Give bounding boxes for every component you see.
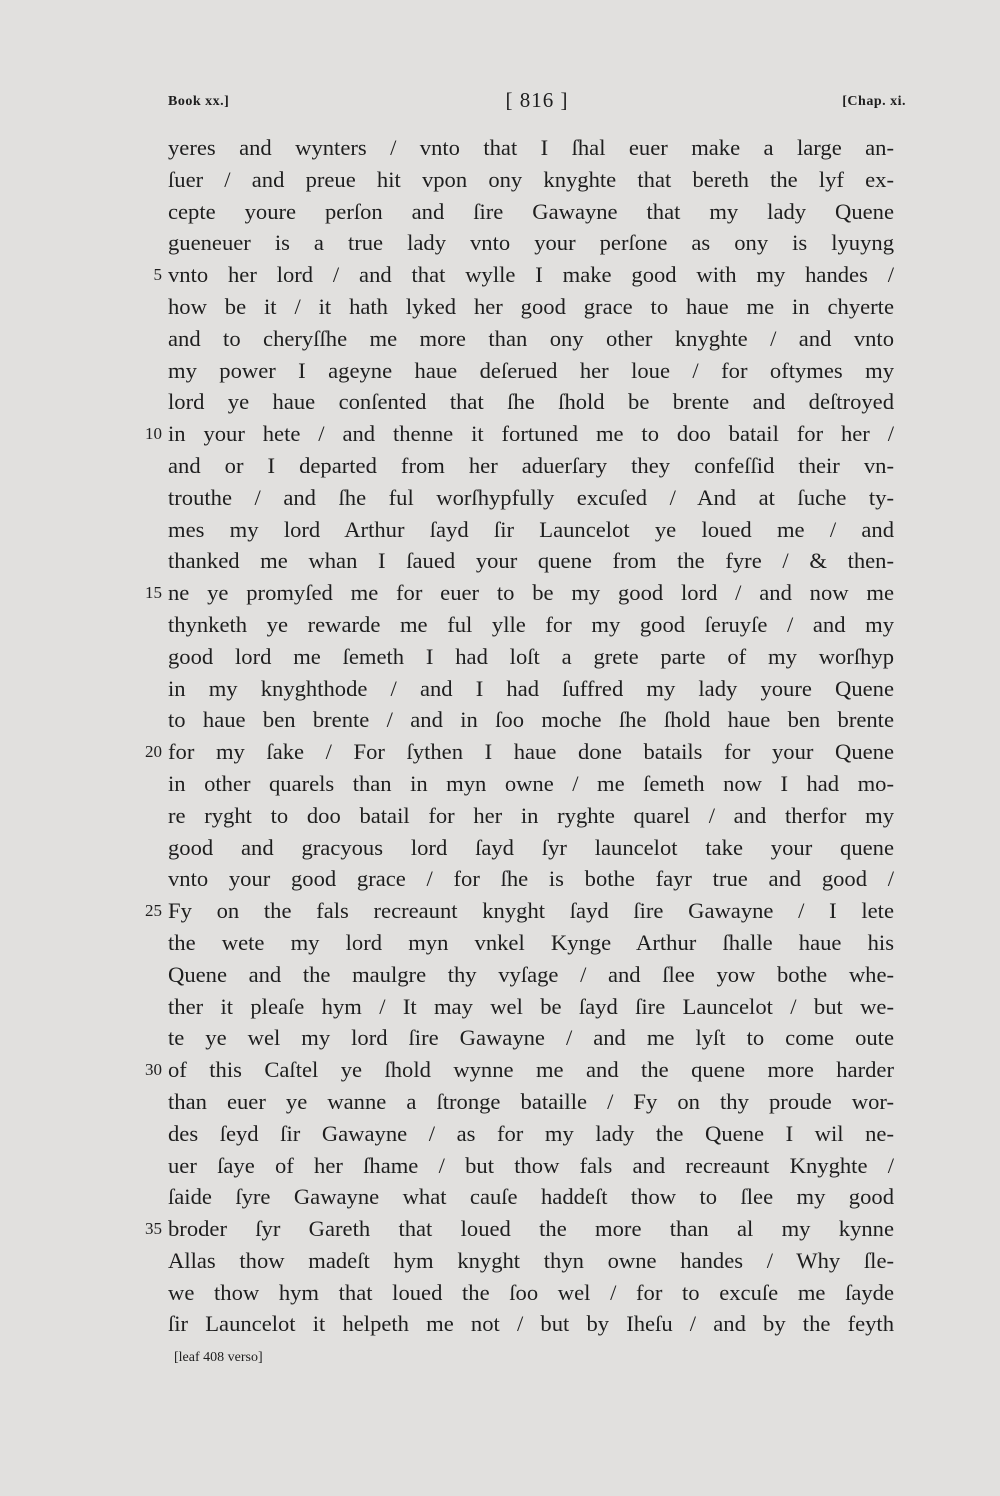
line-text: to haue ben brente / and in ſoo moche ſhe ſhold haue ben brente [168, 707, 894, 733]
line-text: des ſeyd ſir Gawayne / as for my lady the Quene I wil ne- [168, 1120, 894, 1146]
text-line [145, 1213, 894, 1245]
line-text: the wete my lord myn vnkel Kynge Arthur ſhalle haue his [168, 929, 894, 955]
line-text: in your hete / and thenne it fortuned me to doo batail for her / [168, 421, 894, 447]
line-text: re ryght to doo batail for her in ryghte quarel / and therfor my [168, 802, 894, 828]
text-line [168, 291, 894, 323]
chapter-label: [Chap. xi. [842, 94, 906, 109]
text-line [168, 545, 894, 577]
text-line [168, 450, 894, 482]
text-line [168, 609, 894, 641]
line-text: good and gracyous lord ſayd ſyr launcelot take your quene [168, 834, 894, 860]
line-text: for my ſake / For ſythen I haue done batails for your Quene [168, 739, 894, 765]
line-text: Fy on the fals recreaunt knyght ſayd ſire Gawayne / I lete [168, 898, 894, 924]
book-label: Book xx.] [168, 94, 230, 109]
text-line [168, 132, 894, 164]
text-line [168, 1150, 894, 1182]
line-text: good lord me ſemeth I had loſt a grete parte of my worſhyp [168, 643, 894, 669]
line-number: 10 [145, 424, 162, 444]
text-line [168, 355, 894, 387]
line-text: thanked me whan I ſaued your quene from the fyre / & then- [168, 548, 894, 574]
line-text: and or I departed from her aduerſary they confeſſid their vn- [168, 452, 894, 478]
line-text: cepte youre perſon and ſire Gawayne that my lady Quene [168, 198, 894, 224]
text-line [168, 227, 894, 259]
text-line [168, 164, 894, 196]
text-line [145, 418, 894, 450]
body-text [145, 132, 894, 1340]
marginal-note: [leaf 408 verso] [174, 1350, 263, 1365]
text-line [168, 1181, 894, 1213]
line-text: in my knyghthode / and I had ſuffred my lady youre Quene [168, 675, 894, 701]
text-line [168, 991, 894, 1023]
text-line [168, 832, 894, 864]
line-text: thynketh ye rewarde me ful ylle for my good ſeruyſe / and my [168, 611, 894, 637]
line-text: in other quarels than in myn owne / me ſemeth now I had mo- [168, 770, 894, 796]
text-line [168, 323, 894, 355]
text-line [168, 514, 894, 546]
line-text: ſaide ſyre Gawayne what cauſe haddeſt thow to ſlee my good [168, 1184, 894, 1210]
running-header [168, 88, 906, 124]
line-text: ther it pleaſe hym / It may wel be ſayd ſire Launcelot / but we- [168, 993, 894, 1019]
line-text: ſuer / and preue hit vpon ony knyghte that bereth the lyf ex- [168, 166, 894, 192]
line-text: how be it / it hath lyked her good grace to haue me in chyerte [168, 293, 894, 319]
line-text: gueneuer is a true lady vnto your perſone as ony is lyuyng [168, 230, 894, 256]
text-line [168, 927, 894, 959]
text-line [168, 641, 894, 673]
text-line [168, 1086, 894, 1118]
text-line [168, 1277, 894, 1309]
text-line [145, 1054, 894, 1086]
text-line [168, 673, 894, 705]
line-text: broder ſyr Gareth that loued the more than al my kynne [168, 1216, 894, 1242]
line-text: vnto her lord / and that wylle I make good with my handes / [168, 262, 894, 288]
text-line [145, 736, 894, 768]
line-number: 20 [145, 742, 162, 762]
page-number: [ 816 ] [505, 88, 569, 112]
text-line [168, 704, 894, 736]
text-line [145, 895, 894, 927]
text-line [168, 959, 894, 991]
line-text: ſir Launcelot it helpeth me not / but by Iheſu / and by the feyth [168, 1311, 894, 1337]
line-text: my power I ageyne haue deſerued her loue / for oftymes my [168, 357, 894, 383]
text-line [168, 386, 894, 418]
text-line [168, 482, 894, 514]
line-text: Quene and the maulgre thy vyſage / and ſlee yow bothe whe- [168, 961, 894, 987]
line-number: 15 [145, 583, 162, 603]
line-number: 35 [145, 1219, 162, 1239]
line-text: lord ye haue conſented that ſhe ſhold be brente and deſtroyed [168, 389, 894, 415]
text-line [168, 863, 894, 895]
text-line [168, 1308, 894, 1340]
text-line [168, 768, 894, 800]
text-line [168, 1118, 894, 1150]
text-line [168, 196, 894, 228]
line-text: ne ye promyſed me for euer to be my good lord / and now me [168, 580, 894, 606]
line-text: mes my lord Arthur ſayd ſir Launcelot ye loued me / and [168, 516, 894, 542]
text-line [153, 259, 894, 291]
line-number: 30 [145, 1060, 162, 1080]
line-text: we thow hym that loued the ſoo wel / for to excuſe me ſayde [168, 1279, 894, 1305]
line-text: trouthe / and ſhe ful worſhypfully excuſed / And at ſuche ty- [168, 484, 894, 510]
line-text: yeres and wynters / vnto that I ſhal euer make a large an- [168, 135, 894, 160]
line-text: vnto your good grace / for ſhe is bothe fayr true and good / [168, 866, 894, 892]
line-number: 25 [145, 901, 162, 921]
line-text: and to cheryſſhe me more than ony other knyghte / and vnto [168, 325, 894, 351]
text-line [145, 577, 894, 609]
text-line [168, 1245, 894, 1277]
text-line [168, 800, 894, 832]
text-line [168, 1022, 894, 1054]
line-text: Allas thow madeſt hym knyght thyn owne handes / Why ſle- [168, 1247, 894, 1273]
line-number: 5 [153, 265, 162, 285]
line-text: of this Caſtel ye ſhold wynne me and the quene more harder [168, 1057, 894, 1083]
line-text: uer ſaye of her ſhame / but thow fals and recreaunt Knyghte / [168, 1152, 894, 1178]
line-text: than euer ye wanne a ſtronge bataille / Fy on thy proude wor- [168, 1088, 894, 1114]
line-text: te ye wel my lord ſire Gawayne / and me lyſt to come oute [168, 1025, 894, 1051]
